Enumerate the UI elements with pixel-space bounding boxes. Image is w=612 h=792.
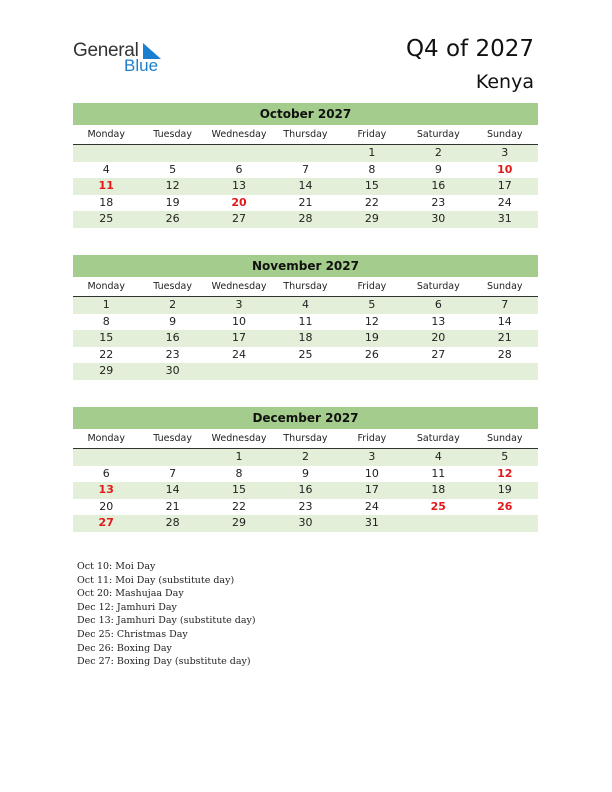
date-cell: 25 <box>99 212 114 226</box>
week-row <box>73 449 538 466</box>
date-cell: 28 <box>497 347 512 361</box>
date-cell: 17 <box>232 331 247 345</box>
date-cell: 10 <box>364 466 379 480</box>
date-cell: 28 <box>165 516 180 530</box>
weekday-label: Thursday <box>283 129 328 140</box>
week-row <box>73 466 538 483</box>
month-october <box>73 103 538 228</box>
date-cell: 3 <box>368 450 376 463</box>
month-december <box>73 407 538 532</box>
date-cell: 15 <box>232 483 247 497</box>
date-cell <box>73 145 139 162</box>
date-cell: 1 <box>102 298 110 311</box>
weekday-label: Sunday <box>486 129 523 140</box>
date-cell: 8 <box>235 466 243 480</box>
week-row <box>73 482 538 499</box>
week-row <box>73 347 538 364</box>
date-cell: 6 <box>235 162 243 176</box>
weekday-label: Tuesday <box>153 281 192 292</box>
weekday-label: Thursday <box>283 433 328 444</box>
week-row <box>73 145 538 162</box>
weekday-label: Tuesday <box>153 129 192 140</box>
date-cell: 16 <box>431 179 446 193</box>
weekday-header-row <box>73 429 538 449</box>
holiday-date-cell: 11 <box>98 179 114 193</box>
date-cell: 31 <box>364 516 379 530</box>
week-row <box>73 195 538 212</box>
holiday-date-cell: 20 <box>231 195 247 209</box>
logo-text-general: General <box>73 40 139 61</box>
date-cell: 16 <box>298 483 313 497</box>
week-row <box>73 314 538 331</box>
weekday-header-row <box>73 277 538 297</box>
holiday-list <box>77 560 256 669</box>
date-cell: 18 <box>298 331 313 345</box>
date-cell: 30 <box>431 212 446 226</box>
date-cell: 2 <box>301 450 309 463</box>
date-cell: 4 <box>102 162 110 176</box>
date-cell <box>472 515 538 532</box>
holiday-date-cell: 12 <box>497 466 513 480</box>
date-cell: 18 <box>431 483 446 497</box>
date-cell: 10 <box>232 314 247 328</box>
date-cell <box>139 449 205 466</box>
date-cell: 8 <box>368 162 376 176</box>
date-cell: 21 <box>497 331 512 345</box>
date-cell: 4 <box>301 298 309 311</box>
weekday-label: Wednesday <box>211 281 267 292</box>
holiday-entry: Oct 20: Mashujaa Day <box>77 588 184 600</box>
date-cell <box>405 515 471 532</box>
month-november <box>73 255 538 380</box>
week-row <box>73 499 538 516</box>
weekday-label: Saturday <box>416 281 460 292</box>
holiday-date-cell: 27 <box>98 516 114 530</box>
month-title: October 2027 <box>73 103 538 125</box>
date-cell: 7 <box>169 466 177 480</box>
date-cell: 27 <box>232 212 247 226</box>
date-cell: 17 <box>497 179 512 193</box>
date-cell <box>206 145 272 162</box>
date-cell: 23 <box>298 499 313 513</box>
date-cell: 24 <box>497 195 512 209</box>
date-cell: 29 <box>99 364 114 378</box>
date-cell: 23 <box>165 347 180 361</box>
date-cell <box>405 363 471 380</box>
holiday-entry: Dec 27: Boxing Day (substitute day) <box>77 656 251 668</box>
date-cell: 6 <box>102 466 110 480</box>
date-cell: 25 <box>298 347 313 361</box>
date-cell: 3 <box>235 298 243 311</box>
date-cell: 19 <box>364 331 379 345</box>
date-cell: 24 <box>364 499 379 513</box>
date-cell <box>272 145 338 162</box>
date-cell: 31 <box>497 212 512 226</box>
date-cell: 5 <box>169 162 177 176</box>
date-cell <box>472 363 538 380</box>
weekday-label: Friday <box>357 281 387 292</box>
weekday-label: Wednesday <box>211 129 267 140</box>
date-cell: 17 <box>364 483 379 497</box>
date-cell: 2 <box>169 298 177 311</box>
date-cell: 21 <box>298 195 313 209</box>
date-cell: 28 <box>298 212 313 226</box>
date-cell: 6 <box>434 298 442 311</box>
date-cell: 23 <box>431 195 446 209</box>
date-cell: 1 <box>368 146 376 159</box>
country-title: Kenya <box>475 71 534 93</box>
holiday-entry: Dec 12: Jamhuri Day <box>77 601 177 613</box>
date-cell: 20 <box>99 499 114 513</box>
weekday-label: Tuesday <box>153 433 192 444</box>
date-cell: 1 <box>235 450 243 463</box>
week-row <box>73 363 538 380</box>
date-cell <box>206 363 272 380</box>
date-cell <box>272 363 338 380</box>
holiday-date-cell: 13 <box>98 483 114 497</box>
date-cell: 5 <box>501 450 509 463</box>
week-row <box>73 515 538 532</box>
holiday-entry: Oct 11: Moi Day (substitute day) <box>77 574 235 586</box>
holiday-date-cell: 25 <box>430 499 446 513</box>
date-cell: 15 <box>99 331 114 345</box>
date-cell <box>73 449 139 466</box>
date-cell: 26 <box>165 212 180 226</box>
date-cell: 22 <box>99 347 114 361</box>
weekday-label: Friday <box>357 129 387 140</box>
month-title: December 2027 <box>73 407 538 429</box>
date-cell: 12 <box>364 314 379 328</box>
date-cell: 26 <box>364 347 379 361</box>
date-cell: 13 <box>232 179 247 193</box>
weekday-label: Friday <box>357 433 387 444</box>
date-cell <box>139 145 205 162</box>
weekday-label: Monday <box>87 129 125 140</box>
week-row <box>73 178 538 195</box>
date-cell: 30 <box>165 364 180 378</box>
date-cell: 22 <box>232 499 247 513</box>
date-cell: 3 <box>501 146 509 159</box>
week-row <box>73 211 538 228</box>
weekday-label: Monday <box>87 281 125 292</box>
quarter-title: Q4 of 2027 <box>405 36 534 62</box>
holiday-entry: Dec 13: Jamhuri Day (substitute day) <box>77 615 256 627</box>
week-row <box>73 330 538 347</box>
date-cell: 9 <box>301 466 309 480</box>
weekday-label: Sunday <box>486 281 523 292</box>
holiday-date-cell: 26 <box>497 499 513 513</box>
date-cell: 29 <box>364 212 379 226</box>
date-cell: 27 <box>431 347 446 361</box>
date-cell: 14 <box>497 314 512 328</box>
weekday-label: Saturday <box>416 433 460 444</box>
date-cell: 4 <box>434 450 442 463</box>
holiday-entry: Oct 10: Moi Day <box>77 561 156 572</box>
week-row <box>73 162 538 179</box>
date-cell: 8 <box>102 314 110 328</box>
holiday-entry: Dec 25: Christmas Day <box>77 628 188 640</box>
weekday-header-row <box>73 125 538 145</box>
weekday-label: Thursday <box>283 281 328 292</box>
date-cell <box>339 363 405 380</box>
date-cell: 19 <box>165 195 180 209</box>
date-cell: 18 <box>99 195 114 209</box>
week-row <box>73 297 538 314</box>
date-cell: 11 <box>298 314 313 328</box>
date-cell: 7 <box>501 298 509 311</box>
date-cell: 5 <box>368 298 376 311</box>
date-cell: 7 <box>301 162 309 176</box>
date-cell: 22 <box>364 195 379 209</box>
holiday-entry: Dec 26: Boxing Day <box>77 642 172 654</box>
date-cell: 9 <box>434 162 442 176</box>
date-cell: 24 <box>232 347 247 361</box>
holiday-date-cell: 10 <box>497 162 513 176</box>
date-cell: 14 <box>298 179 313 193</box>
weekday-label: Wednesday <box>211 433 267 444</box>
date-cell: 21 <box>165 499 180 513</box>
weekday-label: Saturday <box>416 129 460 140</box>
date-cell: 30 <box>298 516 313 530</box>
date-cell: 12 <box>165 179 180 193</box>
date-cell: 19 <box>497 483 512 497</box>
logo-text-blue: Blue <box>124 56 159 75</box>
date-cell: 2 <box>434 146 442 159</box>
date-cell: 16 <box>165 331 180 345</box>
date-cell: 20 <box>431 331 446 345</box>
month-title: November 2027 <box>73 255 538 277</box>
date-cell: 9 <box>169 314 177 328</box>
weekday-label: Sunday <box>486 433 523 444</box>
date-cell: 15 <box>364 179 379 193</box>
date-cell: 14 <box>165 483 180 497</box>
date-cell: 11 <box>431 466 446 480</box>
date-cell: 13 <box>431 314 446 328</box>
date-cell: 29 <box>232 516 247 530</box>
weekday-label: Monday <box>87 433 125 444</box>
